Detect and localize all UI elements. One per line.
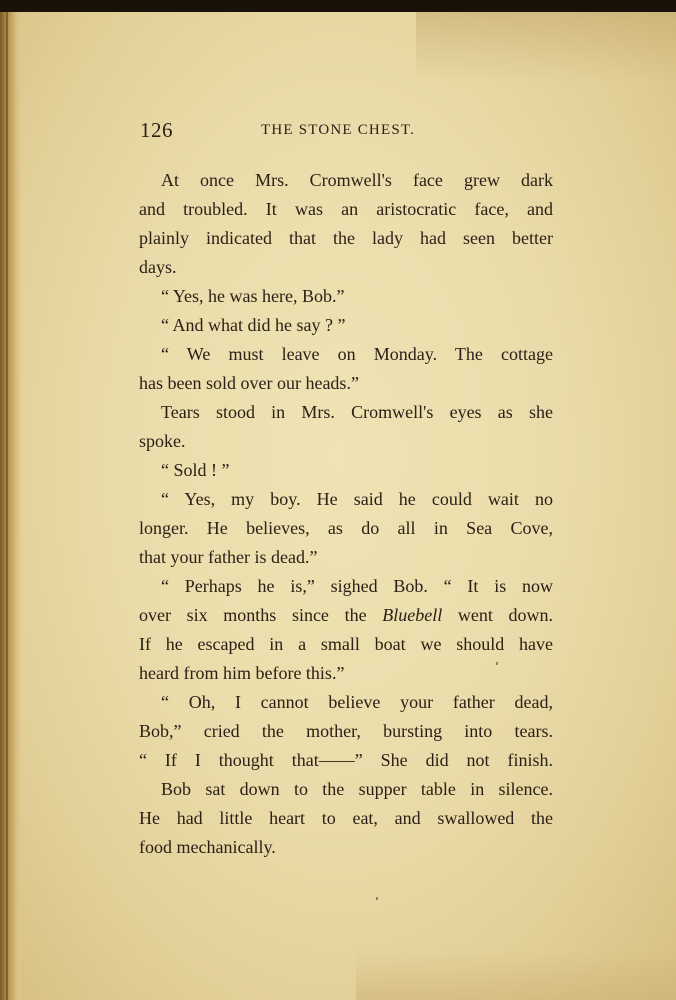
text-line: that your father is dead.”	[139, 547, 318, 567]
text-line: “ Perhaps he is,” sighed Bob. “ It is now	[161, 576, 553, 596]
text-line: Tears stood in Mrs. Cromwell's eyes as she	[161, 402, 553, 422]
paper-speck	[376, 897, 378, 900]
text-segment: went down.	[442, 605, 553, 625]
text-line: “ Yes, he was here, Bob.”	[161, 286, 345, 306]
binding-fold-line	[6, 12, 8, 1000]
text-line: and troubled. It was an aristocratic face, and	[139, 199, 553, 219]
ship-name: Bluebell	[382, 605, 443, 625]
text-line: food mechanically.	[139, 837, 276, 857]
text-segment: over six months since the	[139, 605, 383, 625]
text-line: spoke.	[139, 431, 186, 451]
text-line: “ Sold ! ”	[161, 460, 230, 480]
body-text	[139, 166, 553, 862]
text-line: “ If I thought that——” She did not finish.	[139, 750, 553, 770]
text-line: has been sold over our heads.”	[139, 373, 359, 393]
paper-stain-bottom	[356, 950, 676, 1000]
text-line: “ We must leave on Monday. The cottage	[161, 344, 553, 364]
text-line: longer. He believes, as do all in Sea Cove,	[139, 518, 553, 538]
paper-stain-top	[416, 12, 676, 82]
book-page	[0, 12, 676, 1000]
text-line: plainly indicated that the lady had seen better	[139, 228, 553, 248]
text-line: Bob,” cried the mother, bursting into tears.	[139, 721, 553, 741]
page-number: 126	[140, 118, 173, 142]
text-line: days.	[139, 257, 177, 277]
text-line	[139, 601, 553, 630]
text-line: “ Yes, my boy. He said he could wait no	[161, 489, 553, 509]
text-line: “ And what did he say ? ”	[161, 315, 346, 335]
text-line: Bob sat down to the supper table in silence.	[161, 779, 553, 799]
text-line: He had little heart to eat, and swallowed the	[139, 808, 553, 828]
page-binding-edge	[0, 12, 22, 1000]
text-line: At once Mrs. Cromwell's face grew dark	[161, 170, 553, 190]
text-line: “ Oh, I cannot believe your father dead,	[161, 692, 553, 712]
running-title: THE STONE CHEST.	[261, 122, 416, 138]
page-header	[140, 118, 560, 148]
paper-speck	[496, 662, 498, 665]
text-line: If he escaped in a small boat we should have	[139, 634, 553, 654]
text-line: heard from him before this.”	[139, 663, 345, 683]
